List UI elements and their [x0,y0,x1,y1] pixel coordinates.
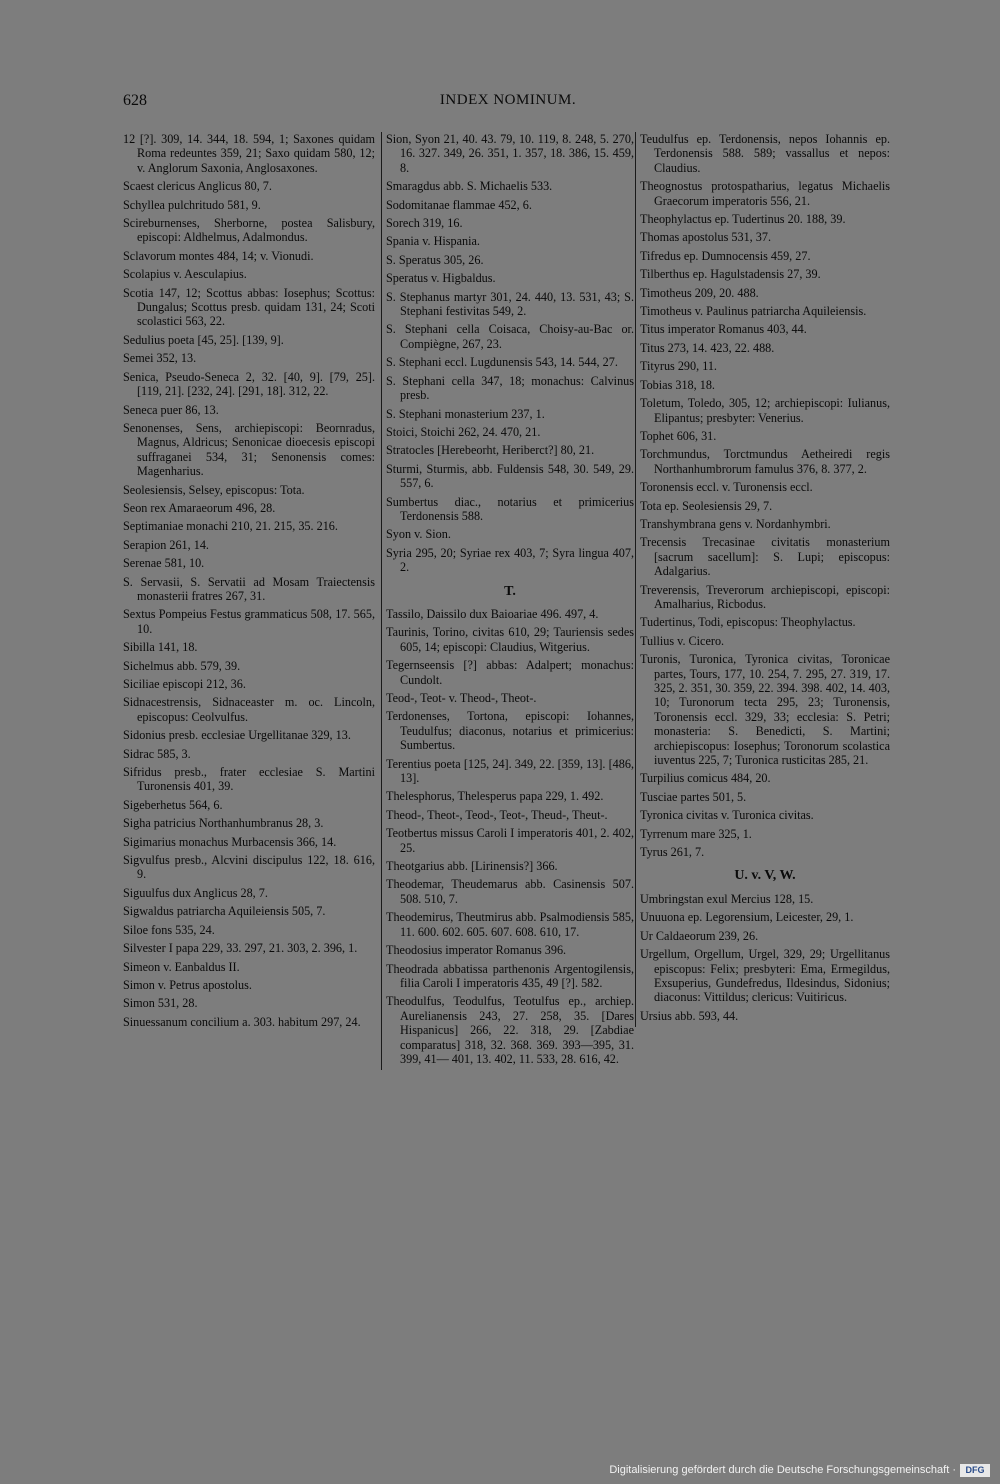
index-column-1 [123,132,375,1033]
index-entry: Stratocles [Herebeorht, Heriberct?] 80, 21. [386,443,595,458]
index-entry: Tyrus 261, 7. [640,845,705,860]
index-entry: Unuuona ep. Legorensium, Leicester, 29, 1. [640,910,854,925]
footer-credit: Digitalisierung gefördert durch die Deutsche Forschungsgemeinschaft · [609,1464,956,1476]
index-entry: Tota ep. Seolesiensis 29, 7. [640,498,773,513]
index-entry: Scaest clericus Anglicus 80, 7. [123,179,272,194]
index-page [105,82,895,1462]
index-entry: Theophylactus ep. Tudertinus 20. 188, 39. [640,212,846,227]
index-entry: Theodemirus, Theutmirus abb. Psalmodiensis 585, 11. 600. 602. 605. 607. 608. 610, 17. [386,910,634,939]
index-entry: Titus 273, 14. 423, 22. 488. [640,340,775,355]
index-entry: Sidonius presb. ecclesiae Urgellitanae 329, 13. [123,728,351,743]
index-entry: Thelesphorus, Thelesperus papa 229, 1. 492. [386,789,604,804]
index-entry: Tifredus ep. Dumnocensis 459, 27. [640,248,811,263]
index-entry: Urgellum, Orgellum, Urgel, 329, 29; Urgellitanus episcopus: Felix; presbyteri: Ema, Ermegildus, Exsuperius, Gundefredus, Ildesindus, Sidonius; diaconus: Vittildus; clericus: Vuitiricus. [640,947,890,1005]
index-entry: Ursius abb. 593, 44. [640,1008,739,1023]
index-entry: Sidnacestrensis, Sidnaceaster m. oc. Lincoln, episcopus: Ceolvulfus. [123,695,375,724]
index-entry: Turonis, Turonica, Tyronica civitas, Toronicae partes, Tours, 177, 10. 254, 7. 295, 27. 319, 17. 325, 2. 351, 30. 359, 22. 394. 398. 402, 14. 403, 10; Turonorum tecta 295, 23; Turonensis, Toronensis eccl. 329, 33; ecclesia: S. Petri; monasteria: S. Benedicti, S. Martini; archiepiscopus: Iosephus; Toronorum scolastica iuventus 225, 7; Turonica rusticitas 285, 21. [640,652,890,768]
index-entry: S. Speratus 305, 26. [386,252,484,267]
index-entry: Stoici, Stoichi 262, 24. 470, 21. [386,424,541,439]
index-entry: Titus imperator Romanus 403, 44. [640,322,807,337]
index-entry: Sodomitanae flammae 452, 6. [386,197,532,212]
index-entry: Ur Caldaeorum 239, 26. [640,928,759,943]
index-entry: Sorech 319, 16. [386,216,463,231]
index-entry: Theodemar, Theudemarus abb. Casinensis 507. 508. 510, 7. [386,877,634,906]
index-entry: Taurinis, Torino, civitas 610, 29; Tauriensis sedes 605, 14; episcopi: Claudius, Witgerius. [386,625,634,654]
index-entry: Sclavorum montes 484, 14; v. Vionudi. [123,248,314,263]
index-entry: Tyronica civitas v. Turonica civitas. [640,808,814,823]
index-entry: Terentius poeta [125, 24]. 349, 22. [359, 13]. [486, 13]. [386,756,634,786]
index-entry: Tegernseensis [?] abbas: Adalpert; monachus: Cundolt. [386,658,634,687]
index-entry: S. Stephanus martyr 301, 24. 440, 13. 531, 43; S. Stephani festivitas 549, 2. [386,289,634,319]
index-entry: Sumbertus diac., notarius et primicerius Terdonensis 588. [386,494,634,523]
index-column-2 [381,132,634,1070]
index-entry: Senica, Pseudo-Seneca 2, 32. [40, 9]. [79, 25]. [119, 21]. [232, 24]. [291, 18]. 312, 22. [123,369,375,399]
index-entry: Timotheus 209, 20. 488. [640,285,759,300]
index-entry: Terdonenses, Tortona, episcopi: Iohannes, Teudulfus; diaconus, notarius et primicerius: Sumbertus. [386,709,634,753]
index-entry: Sion, Syon 21, 40. 43. 79, 10. 119, 8. 248, 5. 270, 16. 327. 349, 26. 351, 1. 357, 18. 386, 15. 459, 8. [386,132,634,175]
index-entry: Sigeberhetus 564, 6. [123,797,223,812]
index-entry: Serapion 261, 14. [123,537,209,552]
index-entry: Schyllea pulchritudo 581, 9. [123,197,261,212]
index-entry: Thomas apostolus 531, 37. [640,230,772,245]
index-entry: Timotheus v. Paulinus patriarcha Aquileiensis. [640,304,867,319]
index-entry: Sigha patricius Northanhumbranus 28, 3. [123,816,324,831]
index-entry: Serenae 581, 10. [123,556,205,571]
index-entry: Teotbertus missus Caroli I imperatoris 401, 2. 402, 25. [386,826,634,855]
index-entry: Tophet 606, 31. [640,428,717,443]
index-entry: Torchmundus, Torctmundus Aetheiredi regis Northanhumbrorum famulus 376, 8. 377, 2. [640,447,890,476]
index-entry: Tityrus 290, 11. [640,359,717,374]
index-entry: Simon v. Petrus apostolus. [123,977,252,992]
dfg-footer [609,1462,990,1478]
index-entry: Siciliae episcopi 212, 36. [123,677,246,691]
index-entry: S. Servasii, S. Servatii ad Mosam Traiectensis monasterii fratres 267, 31. [123,574,375,603]
running-title: INDEX NOMINUM. [439,92,577,108]
index-entry: Sedulius poeta [45, 25]. [139, 9]. [123,332,284,347]
index-entry: Sinuessanum concilium a. 303. habitum 297, 24. [123,1014,361,1029]
index-entry: Sigvulfus presb., Alcvini discipulus 122, 18. 616, 9. [123,853,375,882]
index-entry: Siloe fons 535, 24. [123,922,215,937]
index-entry: Tyrrenum mare 325, 1. [640,826,752,841]
index-entry: Smaragdus abb. S. Michaelis 533. [386,179,553,194]
index-entry: Senonenses, Sens, archiepiscopi: Beornradus, Magnus, Aldricus; Senonicae dioecesis episcopi suffraganei 534, 31; Senonensis comes: Magenharius. [123,420,375,479]
index-entry: Sichelmus abb. 579, 39. [123,658,241,673]
index-entry: Transhymbrana gens v. Nordanhymbri. [640,516,831,531]
index-entry: Tobias 318, 18. [640,377,715,392]
index-entry: Spania v. Hispania. [386,234,480,249]
index-entry: Scireburnenses, Sherborne, postea Salisbury, episcopi: Aldhelmus, Adalmondus. [123,216,375,245]
index-entry: Tusciae partes 501, 5. [640,789,747,804]
index-entry: Sturmi, Sturmis, abb. Fuldensis 548, 30. 549, 29. 557, 6. [386,461,634,491]
index-entry: Sigimarius monachus Murbacensis 366, 14. [123,834,337,849]
index-entry: Teod-, Teot- v. Theod-, Theot-. [386,691,537,705]
index-entry: Seon rex Amaraeorum 496, 28. [123,500,276,515]
index-entry: Siguulfus dux Anglicus 28, 7. [123,885,268,900]
index-entry: Scolapius v. Aesculapius. [123,267,247,282]
page-header [123,92,893,116]
index-entry: Seneca puer 86, 13. [123,402,219,417]
index-entry: Septimaniae monachi 210, 21. 215, 35. 216. [123,519,338,534]
index-entry: 12 [?]. 309, 14. 344, 18. 594, 1; Saxones quidam Roma redeuntes 359, 21; Saxo quidam 580, 12; v. Anglorum Saxonia, Anglosaxones. [123,132,375,175]
index-entry: Theognostus protospatharius, legatus Michaelis Graecorum imperatoris 556, 21. [640,179,890,208]
index-entry: Sibilla 141, 18. [123,640,198,655]
index-entry: Treverensis, Treverorum archiepiscopi, episcopi: Amalharius, Ricbodus. [640,582,890,611]
index-entry: Simeon v. Eanbaldus II. [123,959,240,974]
index-entry: Syria 295, 20; Syriae rex 403, 7; Syra lingua 407, 2. [386,545,634,575]
index-entry: Sigwaldus patriarcha Aquileiensis 505, 7. [123,904,326,919]
index-entry: Turpilius comicus 484, 20. [640,771,771,786]
index-entry: Theodrada abbatissa parthenonis Argentogilensis, filia Caroli I imperatoris 435, 49 [?]. 582. [386,961,634,990]
index-entry: Tassilo, Daissilo dux Baioariae 496. 497, 4. [386,606,599,621]
index-entry: Seolesiensis, Selsey, episcopus: Tota. [123,482,305,497]
index-column-3 [635,132,890,1027]
index-entry: Tullius v. Cicero. [640,633,725,648]
index-entry: Theod-, Theot-, Teod-, Teot-, Theud-, Theut-. [386,807,608,822]
index-entry: Trecensis Trecasinae civitatis monasterium [sacrum sacellum]: S. Lupi; episcopus: Adalgarius. [640,535,890,579]
index-entry: S. Stephani cella Coisaca, Choisy-au-Bac or. Compiègne, 267, 23. [386,322,634,351]
section-heading: U. v. V, W. [734,868,796,884]
index-entry: S. Stephani monasterium 237, 1. [386,406,545,421]
index-entry: Tudertinus, Todi, episcopus: Theophylactus. [640,615,856,630]
index-entry: Sidrac 585, 3. [123,746,191,761]
index-entry: S. Stephani cella 347, 18; monachus: Calvinus presb. [386,373,634,403]
index-entry: Syon v. Sion. [386,527,451,542]
index-entry: S. Stephani eccl. Lugdunensis 543, 14. 544, 27. [386,355,618,370]
index-entry: Scotia 147, 12; Scottus abbas: Iosephus; Scottus: Dungalus; Scottus presb. quidam 131, 24; Scoti scolastici 563, 22. [123,285,375,329]
index-entry: Silvester I papa 229, 33. 297, 21. 303, 2. 396, 1. [123,941,358,956]
index-entry: Sifridus presb., frater ecclesiae S. Martini Turonensis 401, 39. [123,765,375,794]
index-entry: Toletum, Toledo, 305, 12; archiepiscopi: Iulianus, Elipantus; presbyter: Venerius. [640,396,890,425]
index-entry: Toronensis eccl. v. Turonensis eccl. [640,480,813,495]
page-number: 628 [123,92,147,109]
section-heading: T. [504,583,516,599]
index-entry: Umbringstan exul Mercius 128, 15. [640,891,814,906]
index-entry: Simon 531, 28. [123,996,198,1011]
index-entry: Sextus Pompeius Festus grammaticus 508, 17. 565, 10. [123,607,375,636]
dfg-logo: DFG [960,1464,990,1477]
index-entry: Semei 352, 13. [123,351,197,366]
index-entry: Theotgarius abb. [Lirinensis?] 366. [386,859,558,874]
index-entry: Tilberthus ep. Hagulstadensis 27, 39. [640,267,821,282]
index-entry: Theodulfus, Teodulfus, Teotulfus ep., archiep. Aurelianensis 243, 27. 258, 35. [Dares Hispanicus] 266, 22. 318, 29. [Zabdiae comparatus] 318, 32. 368. 369. 393—395, 31. 399, 41— 401, 13. 402, 11. 533, 28. 616, 42. [386,994,634,1066]
index-entry: Theodosius imperator Romanus 396. [386,943,567,958]
index-entry: Teudulfus ep. Terdonensis, nepos Iohannis ep. Terdonensis 588. 589; vassallus et nepos: Claudius. [640,132,890,175]
index-entry: Speratus v. Higbaldus. [386,271,496,286]
